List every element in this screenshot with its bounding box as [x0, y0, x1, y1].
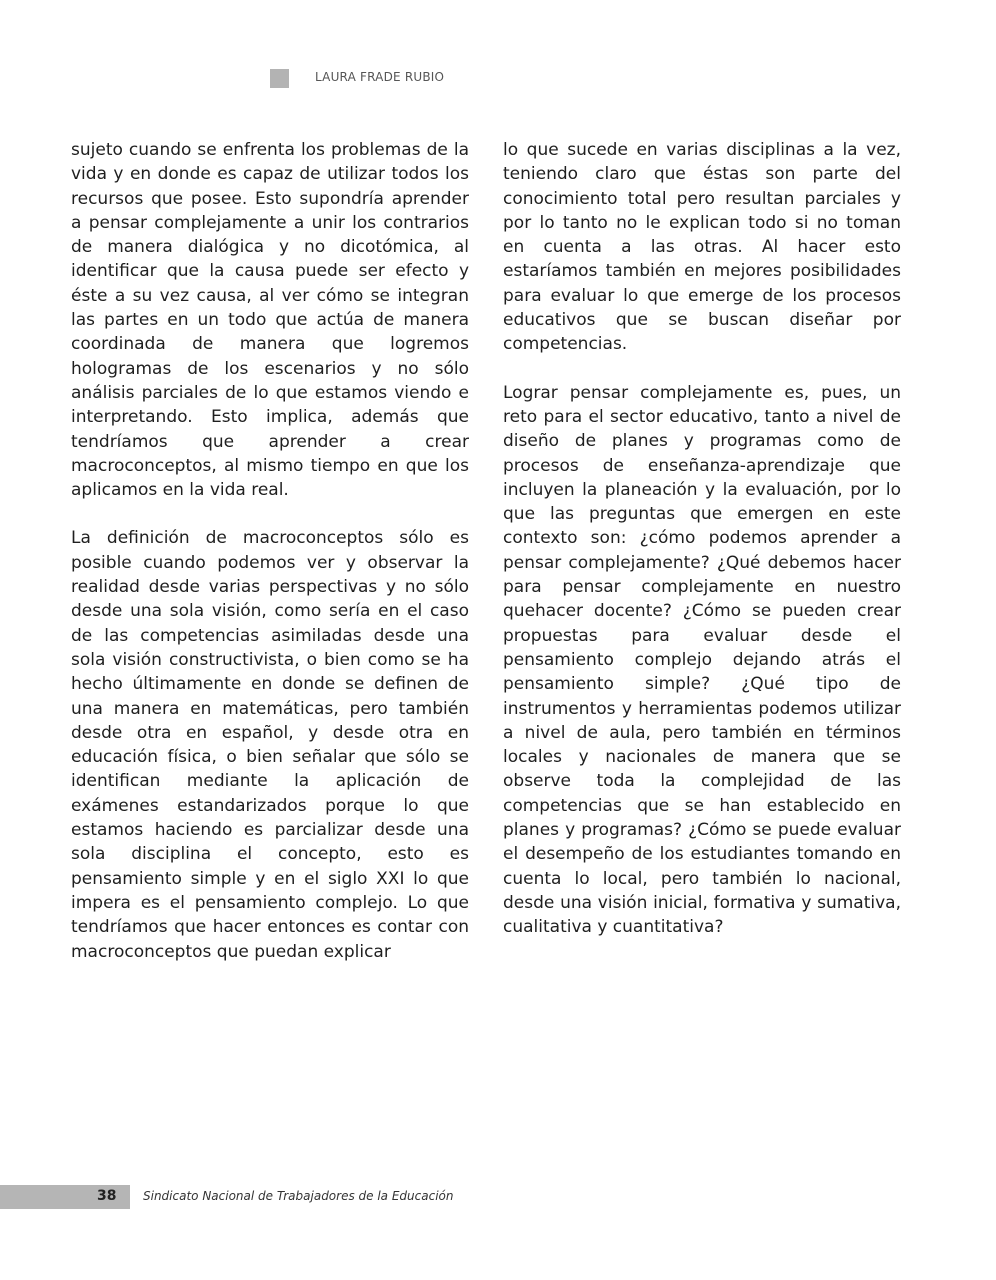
left-column — [71, 138, 469, 988]
paragraph: Lograr pensar complejamente es, pues, un reto para el sector educativo, tanto a nivel de diseño de planes y programas como de procesos de enseñanza-aprendizaje que incluyen la planeación y la evaluación, por lo que las preguntas que emergen en este contexto son: ¿cómo podemos aprender a pensar complejamente? ¿Qué debemos hacer para pensar complejamente en nuestro quehacer docente? ¿Cómo se pueden crear propuestas para evaluar desde el pensamiento complejo dejando atrás el pensamiento simple? ¿Qué tipo de instrumentos y herramientas podemos utilizar a nivel de aula, pero también en términos locales y nacionales de manera que se observe toda la complejidad de las competencias que se han establecido en planes y programas? ¿Cómo se puede evaluar el desempeño de los estudiantes tomando en cuenta lo local, pero también lo nacional, desde una visión inicial, formativa y sumativa, cualitativa y cuantitativa? — [503, 382, 901, 938]
running-header-author: LAURA FRADE RUBIO — [315, 70, 445, 84]
header-square-decoration — [270, 69, 289, 88]
page-number: 38 — [97, 1188, 117, 1204]
right-column — [503, 138, 901, 964]
paragraph: sujeto cuando se enfrenta los problemas de la vida y en donde es capaz de utilizar todos los recursos que posee. Esto supondría aprender a pensar complejamente a unir los contrarios de manera dialógica y no dicotómica, al identificar que la causa puede ser efecto y éste a su vez causa, al ver cómo se integran las partes en un todo que actúa de manera coordinada de manera que logremos hologramas de los escenarios y no sólo análisis parciales de lo que estamos viendo e interpretando. Esto implica, además que tendríamos que aprender a crear macroconceptos, al mismo tiempo en que los aplicamos en la vida real. — [71, 140, 469, 501]
footer-publisher: Sindicato Nacional de Trabajadores de la Educación — [143, 1189, 454, 1203]
paragraph: lo que sucede en varias disciplinas a la vez, teniendo claro que éstas son parte del conocimiento total pero resultan parciales y por lo tanto no le explican todo si no toman en cuenta a las otras. Al hacer esto estaríamos también en mejores posibilidades para evaluar lo que emerge de los procesos educativos que se buscan diseñar por competencias. — [503, 140, 901, 355]
paragraph: La definición de macroconceptos sólo es posible cuando podemos ver y observar la realidad desde varias perspectivas y no sólo desde una sola visión, como sería en el caso de las competencias asimiladas desde una sola visión constructivista, o bien como se ha hecho últimamente en donde se definen de una manera en matemáticas, pero también desde otra en español, y desde otra en educación física, o bien señalar que sólo se identifican mediante la aplicación de exámenes estandarizados porque lo que estamos haciendo es parcializar desde una sola disciplina el concepto, esto es pensamiento simple y en el siglo XXI lo que impera es el pensamiento complejo. Lo que tendríamos que hacer entonces es contar con macroconceptos que puedan explicar — [71, 528, 469, 962]
